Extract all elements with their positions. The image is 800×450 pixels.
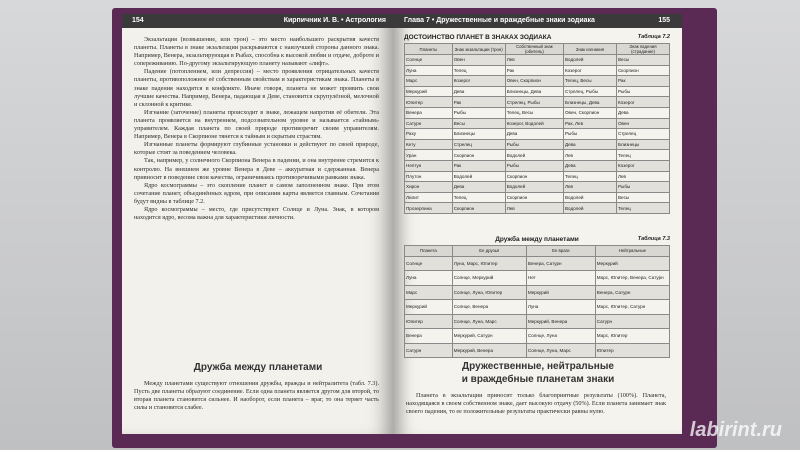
table-cell: Меркурий bbox=[595, 256, 669, 271]
table-cell: Дева bbox=[505, 129, 563, 140]
column-header: Планета bbox=[405, 246, 453, 257]
planet-cell: Нептун bbox=[405, 160, 453, 171]
table-cell: Лев bbox=[505, 203, 563, 214]
table-cell: Дева bbox=[563, 160, 616, 171]
table-row bbox=[405, 300, 670, 315]
column-header: Ее друзья bbox=[452, 246, 526, 257]
column-header: Ее враги bbox=[526, 246, 595, 257]
table-cell: Лев bbox=[563, 182, 616, 193]
table-cell: Рак bbox=[616, 76, 669, 87]
table-cell: Водолей bbox=[563, 203, 616, 214]
table-cell: Телец bbox=[452, 192, 505, 203]
table-cell: Рыбы bbox=[563, 129, 616, 140]
table-cell: Меркурий, Венера bbox=[452, 343, 526, 358]
table-cell: Водолей bbox=[563, 55, 616, 66]
right-page bbox=[394, 14, 682, 434]
table-cell: Рыбы bbox=[505, 139, 563, 150]
planet-cell: Венера bbox=[405, 107, 453, 118]
table-cell: Овен bbox=[616, 118, 669, 129]
right-page-number: 155 bbox=[658, 17, 670, 24]
table-cell: Рыбы bbox=[616, 182, 669, 193]
table-cell: Сатурн bbox=[595, 314, 669, 329]
table-row bbox=[405, 182, 670, 193]
table-cell: Стрелец bbox=[616, 129, 669, 140]
table-cell: Лев bbox=[505, 55, 563, 66]
table-heading: ДОСТОИНСТВО ПЛАНЕТ В ЗНАКАХ ЗОДИАКА bbox=[404, 34, 552, 41]
table-cell: Марс, Юпитер, Сатурн bbox=[595, 300, 669, 315]
planet-cell: Солнце bbox=[405, 256, 453, 271]
table-cell: Близнецы bbox=[616, 139, 669, 150]
planet-cell: Юпитер bbox=[405, 314, 453, 329]
table-cell: Венера, Сатурн bbox=[526, 256, 595, 271]
table-row bbox=[405, 256, 670, 271]
table-cell: Солнце, Луна, Марс bbox=[452, 314, 526, 329]
table-cell: Овен, Скорпион bbox=[505, 76, 563, 87]
table-cell: Рак bbox=[505, 65, 563, 76]
table-row bbox=[405, 171, 670, 182]
left-running-title: Кирпичник И. В. • Астрология bbox=[283, 17, 386, 24]
column-header: Знак изгнания bbox=[563, 44, 616, 55]
left-body-text bbox=[134, 36, 379, 222]
paragraph: Так, например, у солнечного Скорпиона Венера в падении, и она внутренне стремится к контролю. На внешнем же уровне Венера в Деве – аккуратная и сдержанная. Венера привносит в поведение свои качества, ограничиваясь противоречивыми рамками знака. bbox=[134, 157, 379, 181]
table-cell: Близнецы, Дева bbox=[505, 86, 563, 97]
table-cell: Телец, Весы bbox=[563, 76, 616, 87]
table-cell: Рак bbox=[452, 97, 505, 108]
table-cell: Козерог bbox=[452, 76, 505, 87]
table-cell: Козерог bbox=[616, 160, 669, 171]
planet-cell: Меркурий bbox=[405, 86, 453, 97]
table-cell: Телец, Весы bbox=[505, 107, 563, 118]
planet-cell: Луна bbox=[405, 271, 453, 286]
column-header: Нейтральные bbox=[595, 246, 669, 257]
table-title bbox=[404, 236, 670, 245]
table-cell: Стрелец, Рыбы bbox=[563, 86, 616, 97]
column-header: Планеты bbox=[405, 44, 453, 55]
paragraph: Изгнанные планеты формируют глубинные установки и действуют по своей природе, которые стоят за поведением человека. bbox=[134, 141, 379, 157]
table-planet-dignity bbox=[404, 34, 670, 214]
table-cell: Венера, Сатурн bbox=[595, 285, 669, 300]
table-row bbox=[405, 271, 670, 286]
table-cell: Дева bbox=[563, 139, 616, 150]
table-row bbox=[405, 76, 670, 87]
table-cell: Меркурий bbox=[526, 285, 595, 300]
planet-cell: Хирон bbox=[405, 182, 453, 193]
table-cell: Рак, Лев bbox=[563, 118, 616, 129]
table-cell: Меркурий, Сатурн bbox=[452, 329, 526, 344]
table-planet-friendship bbox=[404, 236, 670, 358]
table-cell: Водолей bbox=[505, 182, 563, 193]
table-cell: Солнце, Луна, Юпитер bbox=[452, 285, 526, 300]
dignity-table-body bbox=[405, 55, 670, 214]
table-cell: Юпитер bbox=[595, 343, 669, 358]
table-title bbox=[404, 34, 670, 43]
table-cell: Козерог bbox=[616, 97, 669, 108]
left-closing-text bbox=[134, 380, 379, 412]
paragraph: Изгнание (заточение) планеты происходит в знаке, лежащем напротив её обители. Эта планета проявляется на внутреннем, подсознательном уровне и называется «тайным» управителем. Каждая планета по своей природе противоречит своим управителям. Например, Венера в Скорпионе тянется к тайным и скрытым страстям. bbox=[134, 108, 379, 141]
paragraph: Ядро космограммы – место, где присутствуют Солнце и Луна. Знак, в котором находится ядро, весома важна для характеристики личности. bbox=[134, 205, 379, 222]
table-row bbox=[405, 129, 670, 140]
table-cell: Рыбы bbox=[505, 160, 563, 171]
table-row bbox=[405, 285, 670, 300]
table-cell: Весы bbox=[616, 55, 669, 66]
table-cell: Козерог bbox=[563, 65, 616, 76]
planet-cell: Венера bbox=[405, 329, 453, 344]
planet-cell: Марс bbox=[405, 76, 453, 87]
paragraph: Ядро космограммы – это скопление планет в самом заполненном знаке. При этом сочетание планет, объединённых ядром, при описании карты является главным. Сочетания будут видны в таблице 7.2. bbox=[134, 181, 379, 205]
table-cell: Водолей bbox=[452, 171, 505, 182]
table-cell: Солнце, Луна, Марс bbox=[526, 343, 595, 358]
planet-cell: Юпитер bbox=[405, 97, 453, 108]
table-cell: Скорпион bbox=[616, 65, 669, 76]
table-cell: Скорпион bbox=[505, 192, 563, 203]
planet-cell: Плутон bbox=[405, 171, 453, 182]
table-number: Таблица 7.3 bbox=[637, 236, 670, 242]
table-cell: Телец bbox=[563, 171, 616, 182]
table-cell: Козерог, Водолей bbox=[505, 118, 563, 129]
planet-cell: Раху bbox=[405, 129, 453, 140]
table-cell: Скорпион bbox=[505, 171, 563, 182]
left-section-heading: Дружба между планетами bbox=[193, 362, 323, 373]
table-cell: Стрелец bbox=[452, 139, 505, 150]
table-cell: Луна bbox=[526, 300, 595, 315]
right-running-head bbox=[394, 14, 682, 28]
column-header: Знак экзальтации (трон) bbox=[452, 44, 505, 55]
right-running-title: Глава 7 • Дружественные и враждебные знаки зодиака bbox=[404, 17, 595, 24]
planet-cell: Луна bbox=[405, 65, 453, 76]
table-cell: Близнецы, Дева bbox=[563, 97, 616, 108]
table-row bbox=[405, 314, 670, 329]
paragraph: Планета в экзальтации приносит только благоприятные результаты (100%). Планета, находящаяся в своем собственном знаке, дает высокую отдачу (50%). Если планета занимает знак своего падения, то ее положительные результаты практически равны нулю. bbox=[406, 392, 666, 416]
table-cell: Солнце, Луна bbox=[526, 329, 595, 344]
table-cell: Нет bbox=[526, 271, 595, 286]
table-cell: Лев bbox=[616, 171, 669, 182]
table-cell: Солнце, Венера bbox=[452, 300, 526, 315]
table-row bbox=[405, 55, 670, 66]
table-cell: Марс, Юпитер bbox=[595, 329, 669, 344]
table-cell: Стрелец, Рыбы bbox=[505, 97, 563, 108]
right-closing-text bbox=[406, 392, 666, 416]
planet-cell: Сатурн bbox=[405, 118, 453, 129]
planet-cell: Сатурн bbox=[405, 343, 453, 358]
table-row bbox=[405, 107, 670, 118]
planet-cell: Уран bbox=[405, 150, 453, 161]
paragraph: Экзальтация (возвышение, или трон) – это место наибольшего раскрытия качеств планеты. Планеты в знаке экзальтации раскрываются с наилучшей стороны данного знака. Например, Венера, экзальтирующая в Рыбах, способна к высокой любви и отдаче, доброте и сопереживанию. По-другому экзальтирующую планету называют «лифт». bbox=[134, 36, 379, 68]
table-cell: Телец bbox=[616, 150, 669, 161]
table-cell: Овен bbox=[452, 55, 505, 66]
table-cell: Водолей bbox=[563, 192, 616, 203]
dignity-table bbox=[404, 43, 670, 214]
column-header: Знак падения (страдание) bbox=[616, 44, 669, 55]
table-row bbox=[405, 329, 670, 344]
table-row bbox=[405, 65, 670, 76]
planet-cell: Солнце bbox=[405, 55, 453, 66]
table-row bbox=[405, 343, 670, 358]
table-cell: Овен, Скорпион bbox=[563, 107, 616, 118]
paragraph: Падение (потоплением, или депрессия) – место проявления отрицательных качеств планеты, противоположное её собственным свойствам и характеристикам знака. Планеты в знаке падения находятся в конфликте. Иначе говоря, планета не может проявить свои лучшие качества. Например, Венера, падающая в Деве, становится скрупулёзной, мелочной и склонной к критике. bbox=[134, 68, 379, 108]
right-section-heading bbox=[394, 360, 682, 386]
table-cell: Весы bbox=[452, 118, 505, 129]
table-row bbox=[405, 86, 670, 97]
table-row bbox=[405, 97, 670, 108]
left-page bbox=[122, 14, 394, 434]
table-number: Таблица 7.2 bbox=[637, 34, 670, 40]
labirint-watermark bbox=[690, 419, 782, 442]
table-cell: Солнце, Меркурий bbox=[452, 271, 526, 286]
table-cell: Скорпион bbox=[452, 203, 505, 214]
table-cell: Марс, Юпитер, Венера, Сатурн bbox=[595, 271, 669, 286]
table-cell: Телец bbox=[616, 203, 669, 214]
table-cell: Водолей bbox=[505, 150, 563, 161]
table-cell: Скорпион bbox=[452, 150, 505, 161]
table-heading: Дружба между планетами bbox=[495, 236, 579, 243]
table-cell: Дева bbox=[452, 182, 505, 193]
watermark-domain: .ru bbox=[756, 419, 782, 441]
table-cell: Лев bbox=[563, 150, 616, 161]
planet-cell: Меркурий bbox=[405, 300, 453, 315]
friendship-table bbox=[404, 245, 670, 358]
table-cell: Дева bbox=[452, 86, 505, 97]
left-running-head bbox=[122, 14, 394, 28]
planet-cell: Прозерпина bbox=[405, 203, 453, 214]
table-cell: Близнецы bbox=[452, 129, 505, 140]
table-row bbox=[405, 139, 670, 150]
heading-line: и враждебные планетам знаки bbox=[461, 374, 615, 385]
table-cell: Меркурий, Венера bbox=[526, 314, 595, 329]
friendship-table-body bbox=[405, 256, 670, 358]
table-cell: Телец bbox=[452, 65, 505, 76]
table-row bbox=[405, 192, 670, 203]
heading-line: Дружественные, нейтральные bbox=[462, 361, 614, 372]
table-cell: Весы bbox=[616, 192, 669, 203]
table-cell: Луна, Марс, Юпитер bbox=[452, 256, 526, 271]
table-cell: Дева bbox=[616, 107, 669, 118]
table-row bbox=[405, 160, 670, 171]
table-cell: Рыбы bbox=[616, 86, 669, 97]
column-header: Собственный знак (обитель) bbox=[505, 44, 563, 55]
table-row bbox=[405, 203, 670, 214]
planet-cell: Лилит bbox=[405, 192, 453, 203]
table-cell: Рыбы bbox=[452, 107, 505, 118]
watermark-brand: labirint bbox=[689, 419, 757, 441]
left-page-number: 154 bbox=[132, 17, 144, 24]
table-cell: Рак bbox=[452, 160, 505, 171]
table-row bbox=[405, 118, 670, 129]
planet-cell: Кету bbox=[405, 139, 453, 150]
table-row bbox=[405, 150, 670, 161]
planet-cell: Марс bbox=[405, 285, 453, 300]
paragraph: Между планетами существуют отношения дружбы, вражды и нейтралитета (табл. 7.3). Пусть две планеты образуют соединение. Если одна планета является другом для второй, то вторая планета становится сильнее. И наоборот, если планета – враг, то она теряет часть силы и становится слабее. bbox=[134, 380, 379, 412]
